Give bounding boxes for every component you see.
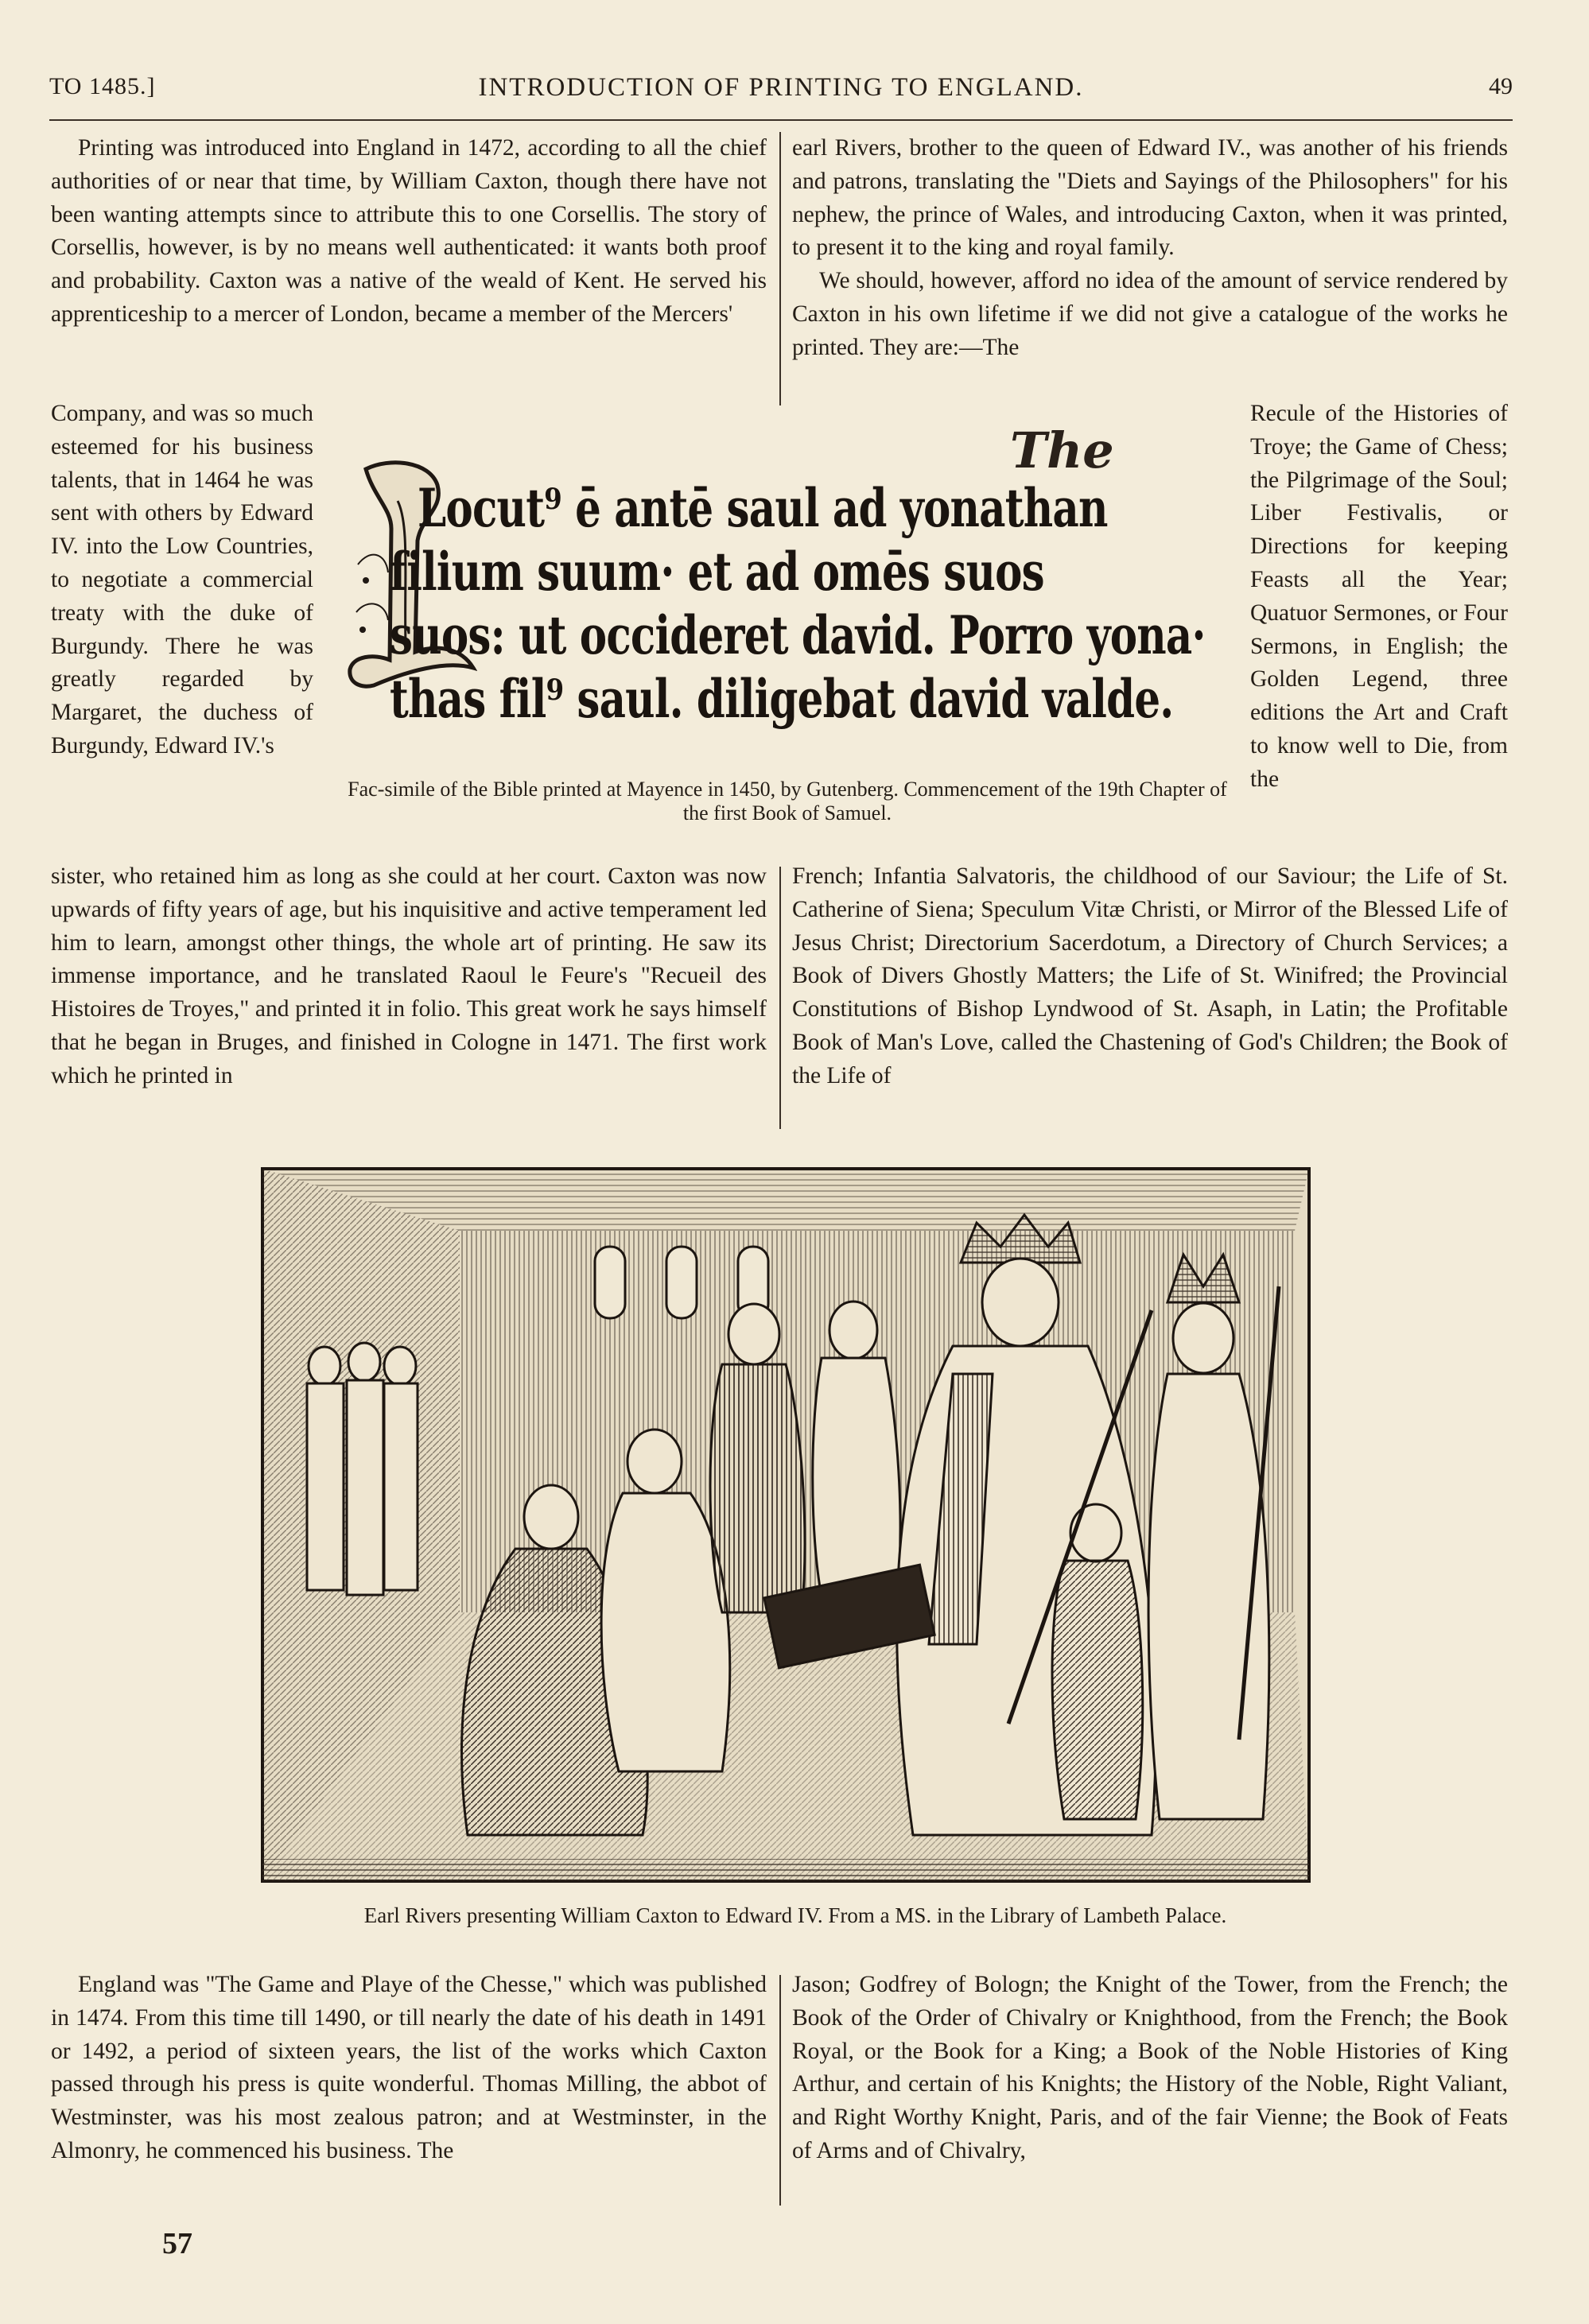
upper-right-narrow-text: Recule of the Histories of Troye; the Game of Chess; the Pilgrimage of the Soul; Liber Festivalis, or Directions for keeping Feasts all the Year; Quatuor Sermones, or Four Sermons, in English; the Golden Legend, three editions the Art and Craft to know well to Die, from the — [1250, 401, 1508, 792]
gothic-line-2: filium suum· et ad omēs suos — [390, 541, 1044, 603]
upper-right-continued-text: French; Infantia Salvatoris, the childhood of our Saviour; the Life of St. Catherine of Siena; Speculum Vitæ Christi, or Mirror of the Blessed Life of Jesus Christ; Directorium Sacerdotum, a Directory of Church Services; a Book of Divers Ghostly Matters; the Life of St. Winifred; the Provincial Constitutions of Bishop Lyndwood of St. Asaph, in Latin; the Profitable Book of Man's Love, called the Chastening of God's Children; the Book of the Life of — [792, 863, 1508, 1088]
gothic-line-4: thas fil⁹ saul. diligebat david valde. — [390, 668, 1174, 730]
lower-right-paragraph: Jason; Godfrey of Bologn; the Knight of the Tower, from the French; the Book of the Order of Chivalry or Knighthood, from the French; the Book Royal, or the Book for a King; a Book of the Noble Histories of King Arthur, and certain of his Knights; the History of the Noble, Right Valiant, and Right Worthy Knight, Paris, and of the fair Vienne; the Book of Feats of Arms and of Chivalry, — [792, 1972, 1508, 2163]
engraving-illustration — [261, 1167, 1311, 1883]
gutenberg-facsimile — [342, 421, 1225, 763]
upper-right-block — [792, 132, 1508, 365]
column-rule-middle — [779, 867, 781, 1129]
page-number: 49 — [1489, 73, 1513, 99]
header-rule — [49, 119, 1513, 121]
running-head-left: TO 1485.] — [49, 73, 156, 99]
upper-left-narrow-text: Company, and was so much esteemed for his business talents, that in 1464 he was sent with others by Edward IV. into the Low Countries, to negotiate a commercial treaty with the duke of Burgundy. There he was greatly regarded by Margaret, the duchess of Burgundy, Edward IV.'s — [51, 401, 313, 759]
gothic-line-1: Locut⁹ ē antē saul ad yonathan — [418, 477, 1108, 539]
upper-left-paragraph: Printing was introduced into England in 1472, according to all the chief authorities of or near that time, by William Caxton, though there have not been wanting attempts since to attribute this to one Corsellis. The story of Corsellis, however, is by no means well authenticated: it wants both proof and probability. Caxton was a native of the weald of Kent. He served his apprenticeship to a mercer of London, became a member of the Mercers' — [51, 135, 767, 327]
lower-left-paragraph: England was "The Game and Playe of the Chesse," which was published in 1474. From this time till 1490, or till nearly the date of his death in 1491 or 1492, a period of sixteen years, the list of the works which Caxton passed through his press is quite wonderful. Thomas Milling, the abbot of Westminster, was his most zealous patron; and at Westminster, in the Almonry, he commenced his business. The — [51, 1972, 767, 2163]
column-rule-bottom — [779, 1975, 781, 2206]
running-head — [49, 73, 1513, 113]
engraving-caption: Earl Rivers presenting William Caxton to Edward IV. From a MS. in the Library of Lambeth Palace. — [363, 1903, 1227, 1927]
column-rule-top — [779, 132, 781, 405]
upper-left-continued-text: sister, who retained him as long as she could at her court. Caxton was now upwards of fifty years of age, but his inquisitive and active temperament led him to learn, amongst other things, the whole art of printing. He saw its immense importance, and he translated Raoul le Feure's "Recueil des Histoires de Troyes," and printed it in folio. This great work he says himself that he began in Bruges, and finished in Cologne in 1471. The first work which he printed in — [51, 863, 767, 1088]
upper-right-paragraph-1: earl Rivers, brother to the queen of Edward IV., was another of his friends and patrons, translating the "Diets and Sayings of the Philosophers" for his nephew, the prince of Wales, and introducing Caxton, when it was printed, to present it to the king and royal family. — [792, 135, 1508, 261]
gothic-line-3: suos: ut occideret david. Porro yona· — [390, 604, 1206, 666]
running-head-title: INTRODUCTION OF PRINTING TO ENGLAND. — [478, 73, 1084, 102]
signature-folio: 57 — [162, 2227, 192, 2260]
facsimile-heading-word: The — [1010, 421, 1114, 479]
upper-right-paragraph-2: We should, however, afford no idea of the amount of service rendered by Caxton in his own lifetime if we did not give a catalogue of the works he printed. They are:—The — [792, 268, 1508, 360]
facsimile-caption: Fac-simile of the Bible printed at Mayence in 1450, by Gutenberg. Commencement of the 19th Chapter of the first Book of Samuel. — [348, 778, 1227, 824]
